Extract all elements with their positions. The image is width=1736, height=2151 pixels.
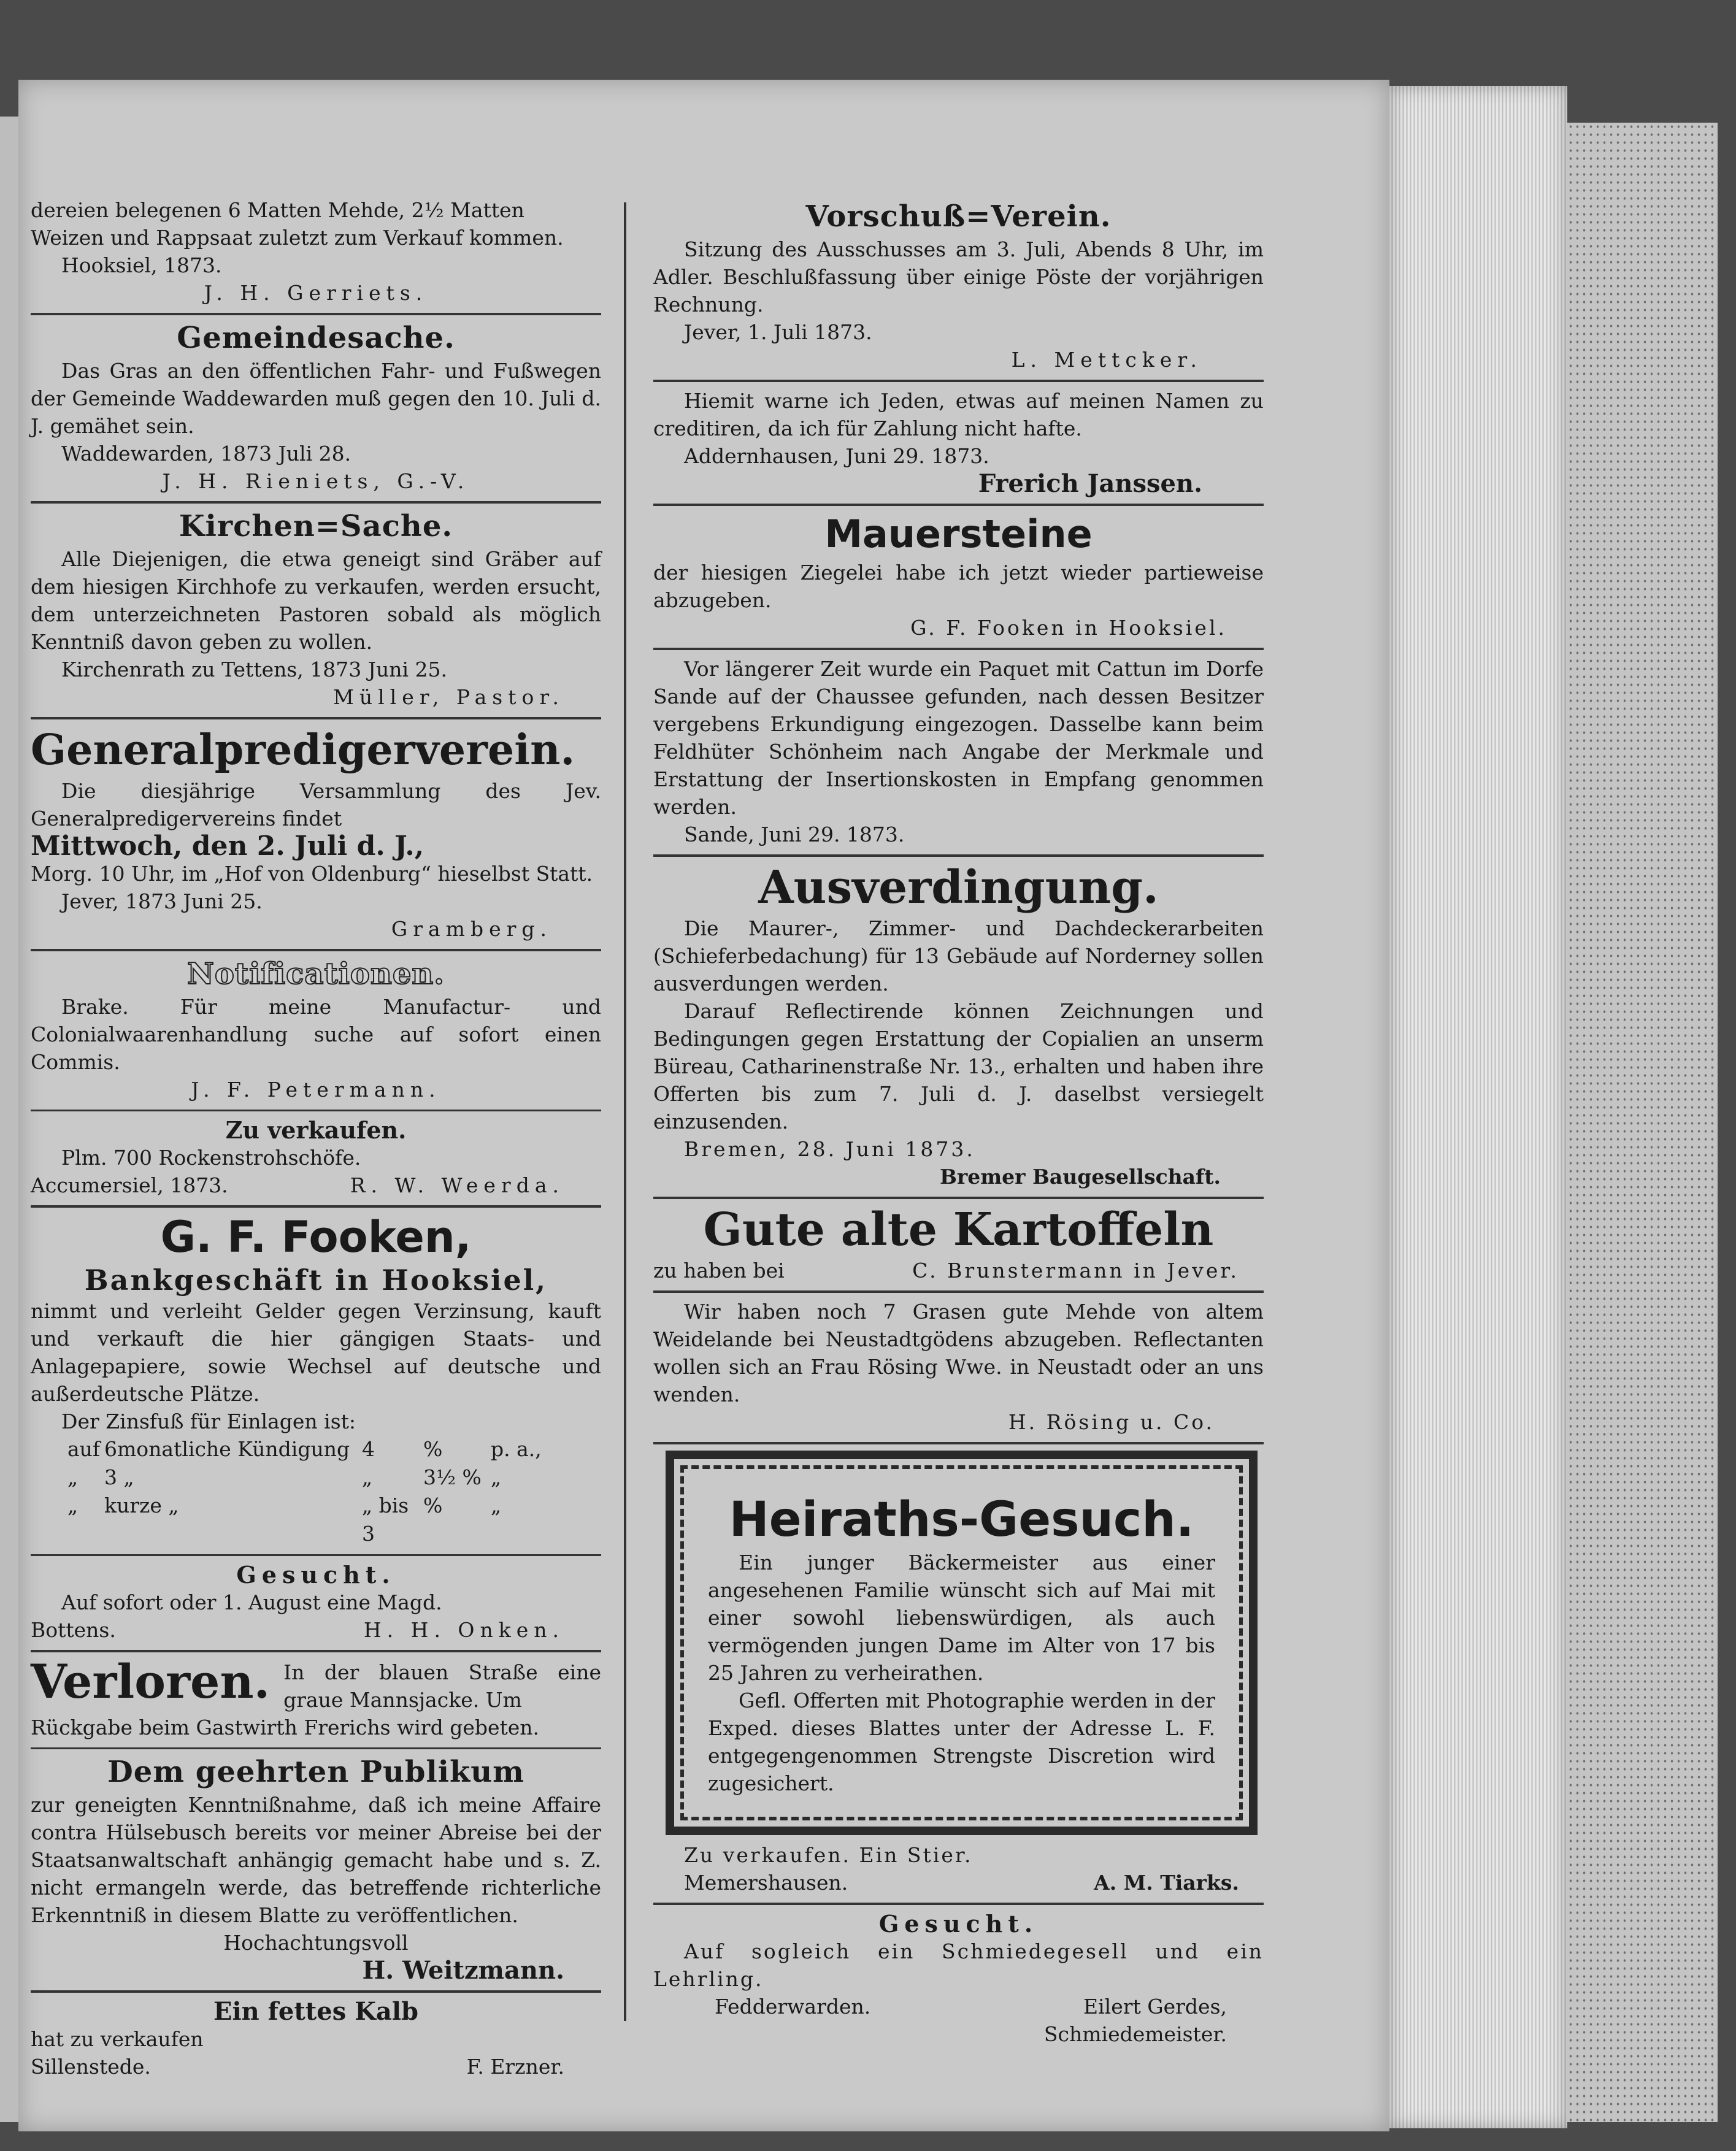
- ad-text: Alle Diejenigen, die etwa geneigt sind Gräber auf dem hiesigen Kirchhofe zu verkaufen, werden ersucht, dem unterzeichneten Pastoren sobald als möglich Kenntniß davon geben zu wollen.: [31, 547, 601, 654]
- ad-mauersteine: [653, 511, 1264, 642]
- rate-row: [67, 1435, 601, 1463]
- ad-title: Verloren.: [31, 1654, 271, 1709]
- ad-title: Gesucht.: [878, 1910, 1039, 1938]
- ad-text: Zu verkaufen. Ein Stier.: [684, 1843, 973, 1867]
- ad-paquet-gefunden: [653, 655, 1264, 848]
- ad-kartoffeln: [653, 1204, 1264, 1284]
- ad-footer-row: [653, 1869, 1264, 1896]
- ad-date: Bremen, 28. Juni 1873.: [684, 1137, 975, 1161]
- rate-cell: „: [491, 1493, 502, 1517]
- book-page-stack: [1389, 86, 1567, 2128]
- divider: [653, 1197, 1264, 1199]
- ad-signature: J. F. Petermann.: [191, 1078, 441, 1102]
- ad-date: Jever, 1. Juli 1873.: [684, 320, 872, 344]
- ad-title: Vorschuß=Verein.: [805, 199, 1112, 234]
- ad-heiraths-gesuch: [666, 1451, 1258, 1835]
- ad-gemeindesache: [31, 320, 601, 495]
- ad-signature: Frerich Janssen.: [978, 469, 1202, 498]
- ad-notificationen: [31, 956, 601, 1103]
- rate-intro: Der Zinsfuß für Einlagen ist:: [61, 1409, 356, 1433]
- divider: [31, 1554, 601, 1556]
- divider: [31, 1110, 601, 1111]
- ad-signature: R. W. Weerda.: [350, 1173, 564, 1197]
- divider: [653, 1290, 1264, 1293]
- ad-verloren: [31, 1654, 601, 1741]
- ad-publikum: [31, 1754, 601, 1984]
- ad-text: Rückgabe beim Gastwirth Frerichs wird gebeten.: [31, 1716, 540, 1739]
- ad-text: Vor längerer Zeit wurde ein Paquet mit Cattun im Dorfe Sande auf der Chaussee gefunden, nach dessen Besitzer vergebens Erkundigung eingezogen. Dasselbe kann beim Feldhüter Schönheim nach Angabe der Merkmale und Erstattung der Insertionskosten in Empfang genommen werden.: [653, 657, 1264, 819]
- ad-title: Dem geehrten Publikum: [107, 1755, 524, 1789]
- ad-text: Morg. 10 Uhr, im „Hof von Oldenburg“ hieselbst Statt.: [31, 862, 593, 886]
- ad-fettes-kalb: [31, 1998, 601, 2080]
- ad-text: Die diesjährige Versammlung des Jev. Generalpredigervereins findet: [31, 779, 601, 830]
- ad-title: Gesucht.: [236, 1561, 396, 1589]
- ad-kirchen-sache: [31, 508, 601, 711]
- ad-place: Sillenstede.: [31, 2055, 151, 2079]
- ad-ausverdingung: [653, 862, 1264, 1191]
- rate-cell: „: [362, 1465, 373, 1489]
- ad-text: hat zu verkaufen: [31, 2027, 204, 2051]
- divider: [31, 313, 601, 315]
- ad-text: Wir haben noch 7 Grasen gute Mehde von altem Weidelande bei Neustadtgödens abzugeben. Reflectanten wollen sich an Frau Rösing Wwe. in Neustadt oder an uns wenden.: [653, 1300, 1264, 1406]
- ad-footer-row: [653, 1257, 1264, 1284]
- divider: [653, 380, 1264, 382]
- rate-cell: auf: [67, 1437, 101, 1461]
- rate-cell: „ bis 3: [362, 1493, 409, 1546]
- ad-text: Weizen und Rappsaat zuletzt zum Verkauf kommen.: [31, 226, 564, 250]
- ad-title: Heiraths-Gesuch.: [729, 1492, 1194, 1547]
- ad-zu-verkaufen: [31, 1116, 601, 1199]
- ad-gesucht-schmied: [653, 1910, 1264, 2048]
- ad-fooken-bank: [31, 1213, 601, 1548]
- ad-place: Memershausen.: [684, 1871, 848, 1895]
- ad-place: Accumersiel, 1873.: [31, 1173, 228, 1197]
- rate-cell: 6monatliche Kündigung: [104, 1437, 350, 1461]
- ad-stier: [653, 1841, 1264, 1896]
- ad-footer-row: [653, 1993, 1264, 2020]
- ad-text: Sitzung des Ausschusses am 3. Juli, Abends 8 Uhr, im Adler. Beschlußfassung über einige Pöste der vorjährigen Rechnung.: [653, 237, 1264, 316]
- ad-highlight: Mittwoch, den 2. Juli d. J.,: [31, 830, 424, 862]
- ad-date: Kirchenrath zu Tettens, 1873 Juni 25.: [61, 658, 448, 681]
- ad-footer-row: [31, 1171, 601, 1199]
- right-column: [653, 196, 1264, 2048]
- ad-title: Generalpredigerverein.: [31, 726, 575, 775]
- ad-text: dereien belegenen 6 Matten Mehde, 2½ Matten: [31, 198, 524, 222]
- ad-signature: Müller, Pastor.: [333, 685, 564, 709]
- column-divider: [624, 202, 626, 2021]
- ad-title: Mauersteine: [824, 512, 1093, 556]
- ad-date: Sande, Juni 29. 1873.: [684, 822, 905, 846]
- ad-text: Darauf Reflectirende können Zeichnungen und Bedingungen gegen Erstattung der Copialien an unserm Büreau, Catharinenstraße Nr. 13., erhalten und haben ihre Offerten bis zum 7. Juli d. J. daselbst versiegelt einzusenden.: [653, 999, 1264, 1133]
- ad-signature: L. Mettcker.: [1011, 348, 1202, 372]
- ad-title: Gute alte Kartoffeln: [703, 1203, 1214, 1256]
- ad-text: Brake. Für meine Manufactur- und Colonialwaarenhandlung suche auf sofort einen Commis.: [31, 995, 601, 1074]
- verloren-block: [31, 1654, 601, 1714]
- ad-place: Hooksiel, 1873.: [61, 253, 222, 277]
- ad-title: Kirchen=Sache.: [179, 509, 453, 543]
- ad-text: Hiemit warne ich Jeden, etwas auf meinen Namen zu creditiren, da ich für Zahlung nicht hafte.: [653, 389, 1264, 440]
- divider: [31, 501, 601, 504]
- ad-text: zur geneigten Kenntnißnahme, daß ich meine Affaire contra Hülsebusch bereits vor meiner Abreise bei der Staatsanwaltschaft anhängig gemacht habe und s. Z. nicht ermangeln werde, das betreffende richterliche Erkenntniß in diesem Blatte zu veröffentlichen.: [31, 1793, 601, 1927]
- ad-place: Bottens.: [31, 1618, 116, 1642]
- divider: [653, 1442, 1264, 1444]
- ad-footer-row: [31, 2053, 601, 2080]
- ad-title: Ein fettes Kalb: [213, 1997, 419, 2026]
- rate-cell: p. a.,: [491, 1437, 542, 1461]
- divider: [653, 1903, 1264, 1905]
- ad-text: Das Gras an den öffentlichen Fahr- und Fußwegen der Gemeinde Waddewarden muß gegen den 10. Juli d. J. gemähet sein.: [31, 359, 601, 438]
- ad-title: G. F. Fooken,: [160, 1212, 472, 1262]
- ad-footer-row: [31, 1616, 601, 1644]
- divider: [653, 504, 1264, 506]
- ad-date: Addernhausen, Juni 29. 1873.: [684, 444, 989, 468]
- rate-cell: 4: [362, 1437, 375, 1461]
- divider: [31, 949, 601, 951]
- ad-signature: J. H. Gerriets.: [204, 281, 428, 305]
- ad-closing: Hochachtungsvoll: [223, 1931, 409, 1955]
- ad-title: Zu verkaufen.: [225, 1116, 407, 1144]
- ad-signature: Eilert Gerdes,: [1083, 1995, 1227, 2019]
- ad-text: nimmt und verleiht Gelder gegen Verzinsung, kauft und verkauft die hier gängigen Staats- und Anlagepapiere, sowie Wechsel auf deutsche und außerdeutsche Plätze.: [31, 1299, 601, 1406]
- ad-text: zu haben bei: [653, 1259, 785, 1283]
- ad-text: Plm. 700 Rockenstrohschöfe.: [61, 1146, 361, 1170]
- ad-signature: F. Erzner.: [466, 2055, 564, 2079]
- ad-text: Die Maurer-, Zimmer- und Dachdeckerarbeiten (Schieferbedachung) für 13 Gebäude auf Norderney sollen ausverdungen werden.: [653, 916, 1264, 995]
- divider: [31, 1650, 601, 1652]
- ad-signature: H. H. Onken.: [363, 1618, 564, 1642]
- rate-cell: „: [491, 1465, 502, 1489]
- ad-gesucht-magd: [31, 1561, 601, 1644]
- ad-generalpredigerverein: [31, 724, 601, 943]
- ad-grasen: [653, 1298, 1264, 1436]
- ad-text: In der blauen Straße eine graue Mannsjacke. Um: [283, 1660, 601, 1712]
- ad-text: Ein junger Bäckermeister aus einer angesehenen Familie wünscht sich auf Mai mit einer sowohl liebenswürdigen, als auch vermögenden jungen Dame im Alter von 17 bis 25 Jahren zu verheirathen.: [708, 1551, 1215, 1685]
- ad-signature: Gramberg.: [391, 917, 552, 941]
- ad-title: Gemeindesache.: [177, 321, 455, 355]
- ad-subtitle: Bankgeschäft in Hooksiel,: [84, 1263, 548, 1297]
- divider: [31, 1205, 601, 1208]
- ad-signature: H. Rösing u. Co.: [1008, 1410, 1215, 1434]
- ad-text: Auf sogleich ein Schmiedegesell und ein Lehrling.: [653, 1939, 1264, 1991]
- ad-place: Fedderwarden.: [715, 1995, 871, 2019]
- divider: [31, 1747, 601, 1749]
- ad-text: Auf sofort oder 1. August eine Magd.: [61, 1590, 442, 1614]
- left-column: [31, 196, 601, 2080]
- ad-signature: A. M. Tiarks.: [1094, 1871, 1239, 1895]
- ad-signature: J. H. Rieniets, G.-V.: [162, 469, 470, 493]
- rate-cell: kurze „: [104, 1493, 179, 1517]
- ad-gerriets: [31, 196, 601, 307]
- ad-text: der hiesigen Ziegelei habe ich jetzt wieder partieweise abzugeben.: [653, 561, 1264, 612]
- rate-row: [67, 1463, 601, 1492]
- ad-date: Waddewarden, 1873 Juli 28.: [61, 442, 351, 466]
- rate-cell: %: [423, 1493, 443, 1517]
- ad-signature: C. Brunstermann in Jever.: [912, 1259, 1239, 1283]
- rate-row: [67, 1492, 601, 1548]
- rate-cell: 3½ %: [423, 1465, 482, 1489]
- rate-cell: „: [67, 1493, 79, 1517]
- rate-cell: „: [67, 1465, 79, 1489]
- rate-cell: 3 „: [104, 1465, 134, 1489]
- divider: [653, 648, 1264, 650]
- ad-signature-title: Schmiedemeister.: [1043, 2022, 1227, 2046]
- book-cover-edge: [1567, 123, 1718, 2122]
- ad-title: Ausverdingung.: [758, 861, 1159, 914]
- divider: [31, 717, 601, 719]
- ad-date: Jever, 1873 Juni 25.: [61, 889, 263, 913]
- ad-text: Gefl. Offerten mit Photographie werden in der Exped. dieses Blattes unter der Adresse L. F. entgegengenommen Strengste Discretion wird zugesichert.: [708, 1689, 1215, 1795]
- rate-cell: %: [423, 1437, 443, 1461]
- ad-signature: H. Weitzmann.: [362, 1956, 564, 1985]
- ad-signature: G. F. Fooken in Hooksiel.: [910, 616, 1227, 640]
- ad-title: Notificationen.: [187, 957, 445, 991]
- divider: [31, 1990, 601, 1993]
- divider: [653, 854, 1264, 857]
- ad-warnung: [653, 387, 1264, 497]
- interest-rate-table: [67, 1435, 601, 1548]
- ad-vorschuss-verein: [653, 199, 1264, 374]
- ad-signature: Bremer Baugesellschaft.: [939, 1165, 1221, 1189]
